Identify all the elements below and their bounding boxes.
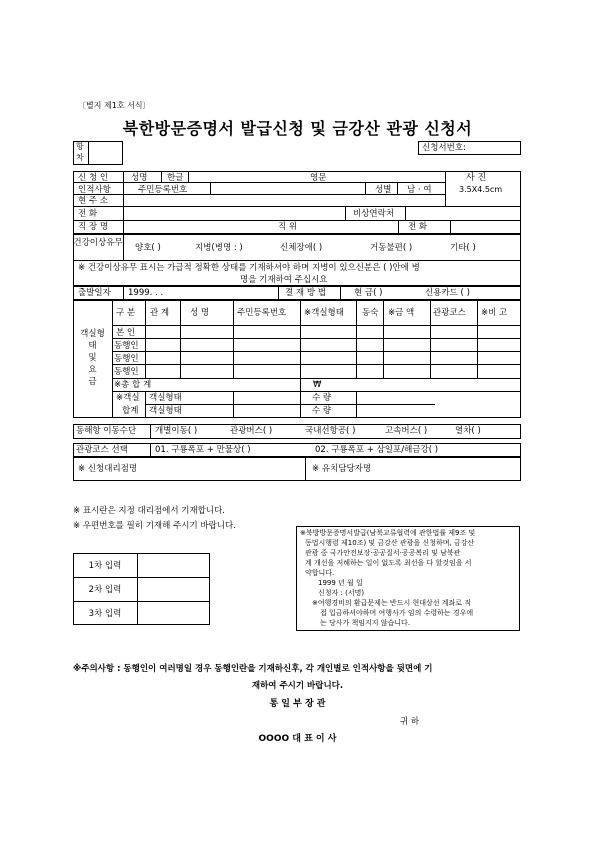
room-type-1: 객실형태 (149, 393, 182, 403)
health-option-mobility[interactable]: 거동불편( ) (370, 243, 413, 253)
health-option-illness[interactable]: 지병(병명 : ) (195, 243, 243, 253)
form-number: 〔별지 제1호 서식〕 (78, 101, 151, 110)
departure-value[interactable]: 1999. . . (128, 288, 164, 298)
entry-3: 3차 입력 (88, 609, 122, 619)
korean-name-label: 한글 (167, 173, 184, 183)
fee-line-3: 는 당사가 책임지지 않습니다. (320, 619, 411, 627)
health-note-line1: ※ 건강이상유무 표시는 가급적 정확한 상태를 기재하셔야 하며 지병이 있으신분은 ( )안에 병 (78, 263, 420, 273)
course-option-2[interactable]: 02. 구룡폭포 + 삼일포/해금강( ) (315, 445, 439, 455)
position-label: 직 위 (278, 222, 298, 232)
entry-2: 2차 입력 (88, 585, 122, 595)
emergency-label: 비상연락처 (353, 209, 395, 219)
col-name: 성 명 (190, 308, 210, 318)
row-companion-2: 동행인 (114, 354, 139, 364)
fee-line-1: ※여행경비의 환급문제는 반드시 현대상선 계좌로 직 (312, 599, 471, 607)
payment-cash[interactable]: 현 금( ) (354, 288, 383, 298)
course-option-1[interactable]: 01. 구룡폭포 + 만물상( ) (155, 445, 251, 455)
transport-express[interactable]: 고속버스( ) (385, 426, 428, 436)
applicant-label: 신 청 인 (78, 173, 109, 183)
course-label: 관광코스 선택 (76, 445, 128, 455)
manager-label: ※ 유치담당자명 (312, 464, 372, 474)
departure-label: 출발일자 (78, 288, 111, 298)
payment-label: 결 재 방 법 (285, 288, 326, 298)
col-remarks: ※비 고 (481, 308, 508, 318)
side-label-1: 객실형 (80, 329, 105, 339)
side-label-3: 및 (88, 353, 97, 363)
guiha: 귀 하 (400, 717, 420, 727)
side-label-2: 태 (88, 341, 97, 351)
transport-individual[interactable]: 개별이동( ) (155, 426, 198, 436)
col-course: 관광코스 (433, 308, 466, 318)
agency-row (73, 457, 521, 481)
col-room-type: ※객실형태 (304, 308, 344, 318)
transport-bus[interactable]: 관광버스( ) (230, 426, 273, 436)
address-label: 현 주 소 (78, 196, 109, 206)
work-phone-label: 전 화 (408, 222, 428, 232)
personal-info-label: 인적사항 (78, 185, 111, 195)
health-label: 건강이상유무 (73, 238, 123, 248)
fee-line-2: 접 입금하셔야하며 여행사가 임의 수령하는 경우에 (320, 609, 474, 617)
application-number-label: 신청서번호: (422, 143, 466, 153)
health-note-line2: 명을 기재하여 주십시요 (240, 275, 328, 285)
note-2: ※ 우편번호를 필히 기재해 주시기 바랍니다. (73, 521, 236, 531)
workplace-label: 직 장 명 (78, 222, 109, 232)
declaration-line-2: 동법시행령 제10조) 및 금강산 관광을 신청하며, 금강산 (305, 539, 475, 547)
transport-row (73, 424, 521, 439)
transport-flight[interactable]: 국내선항공( ) (305, 426, 356, 436)
transport-train[interactable]: 열차( ) (455, 426, 481, 436)
agency-label: ※ 신청대리점명 (78, 464, 138, 474)
photo-label: 사 진 (466, 173, 487, 183)
room-type-2: 객실형태 (149, 406, 182, 416)
side-label-4: 요 (88, 365, 97, 375)
declaration-line-5: 약합니다. (305, 569, 335, 577)
caution-line-2: 재하여 주시기 바랍니다. (251, 681, 344, 691)
transport-label: 동해항 이동수단 (76, 426, 137, 436)
payment-card[interactable]: 신용카드 ( ) (425, 288, 470, 298)
health-option-good[interactable]: 양호( ) (135, 243, 161, 253)
entry-1: 1차 입력 (88, 561, 122, 571)
representative: OOOO 대 표 이 사 (258, 734, 337, 744)
cha-label: 차 (76, 153, 84, 162)
row-companion-1: 동행인 (114, 341, 139, 351)
note-1: ※ 표시란은 지정 대리점에서 기재합니다. (73, 506, 226, 516)
gender-label: 성별 (375, 185, 392, 195)
course-row (73, 443, 521, 457)
resident-number-label: 주민등록번호 (138, 185, 188, 195)
hang-label: 항 (76, 142, 84, 151)
declaration-line-3: 관광 중 국가안전보장·공공질서·공공복리 및 남북관 (305, 549, 461, 557)
col-roommate: 동숙 (362, 308, 379, 318)
declaration-line-4: 계 개선을 저해하는 일이 없도록 최선을 다 할것임을 서 (305, 559, 472, 567)
total-won: ₩ (313, 380, 322, 390)
name-label: 성명 (131, 173, 148, 183)
english-name-label: 영문 (310, 173, 327, 183)
caution-line-1: ※주의사항 : 동행인이 여러명일 경우 동행인란을 기재하신후, 각 개인별로 인적사항을 뒷면에 기 (73, 664, 433, 674)
col-relation: 관 계 (150, 308, 170, 318)
health-option-disability[interactable]: 신체장애( ) (280, 243, 323, 253)
declaration-date: 1999 년 월 일 (318, 579, 363, 587)
room-sum-label-2: 합계 (122, 406, 139, 416)
page-title: 북한방문증명서 발급신청 및 금강산 관광 신청서 (122, 119, 473, 138)
row-companion-3: 동행인 (114, 367, 139, 377)
row-self: 본 인 (116, 328, 136, 338)
phone-label: 전 화 (78, 209, 98, 219)
room-sum-label: ※객실 (116, 393, 140, 403)
photo-size: 3.5X4.5cm (459, 185, 503, 194)
declaration-line-1: ※북방방문증명서발급(남북교류협력에 관한법률 제9조 및 (300, 529, 476, 537)
ministry: 통 일 부 장 관 (269, 699, 326, 709)
gender-options[interactable]: 남 · 여 (407, 185, 432, 195)
declaration-applicant: 신청자 : (서명) (318, 589, 365, 597)
col-amount: ※금 액 (388, 308, 415, 318)
col-resident-number: 주민등록번호 (237, 308, 287, 318)
qty-1: 수 량 (312, 393, 332, 403)
side-label-5: 금 (88, 377, 97, 387)
col-category: 구 분 (116, 308, 136, 318)
qty-2: 수 량 (312, 406, 332, 416)
total-label: ※총 합 계 (114, 380, 152, 390)
health-option-other[interactable]: 기타( ) (450, 243, 476, 253)
